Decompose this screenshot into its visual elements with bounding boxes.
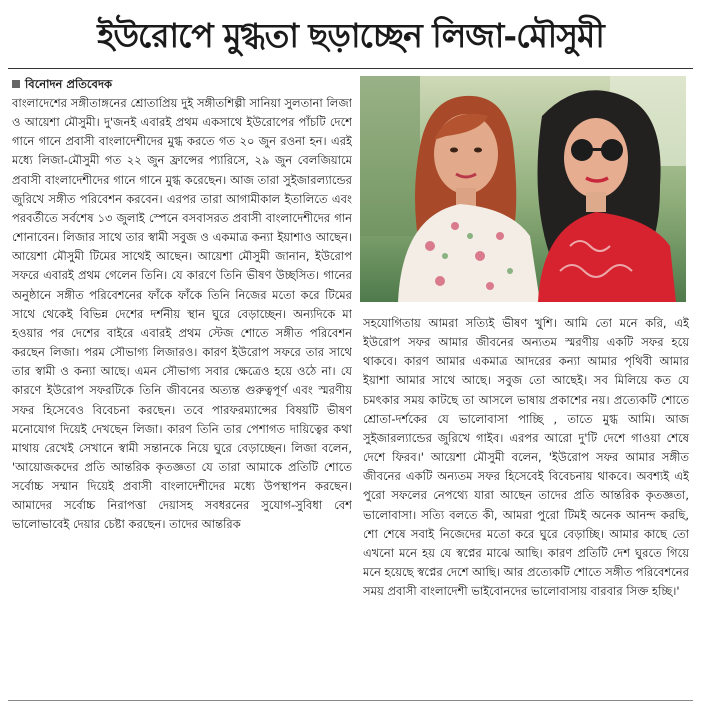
article-photo — [360, 76, 686, 302]
photo-illustration — [360, 76, 686, 302]
headline: ইউরোপে মুগ্ধতা ছড়াচ্ছেন লিজা-মৌসুমী — [97, 16, 604, 55]
article-column-right — [363, 314, 689, 688]
headline-rule — [8, 68, 693, 69]
article-column-left — [12, 94, 352, 698]
article-body-left: বাংলাদেশের সঙ্গীতাঙ্গনের শ্রোতাপ্রিয় দুই সঙ্গীতশিল্পী সানিয়া সুলতানা লিজা ও আয়েশা মৌসুমী। দু'জনই এবারই প্রথম একসাথে ইউরোপের পাঁচটি দেশে গানে গানে প্রবাসী বাংলাদেশীদের মুগ্ধ করতে গত ২০ জুন রওনা হন। এরই মধ্যে লিজা-মৌসুমী গত ২২ জুন ফ্রান্সের প্যারিসে, ২৯ জুন বেলজিয়ামে প্রবাসী বাংলাদেশীদের গানে গানে মুগ্ধ করেছেন। আজ তারা সুইজারল্যান্ডের জুরিখে সঙ্গীত পরিবেশন করবেন। এরপর তারা আগামীকাল ইতালিতে এবং পরবর্তীতে সর্বশেষ ১৩ জুলাই স্পেনে বসবাসরত প্রবাসী বাংলাদেশীদের গান শোনাবেন। লিজার সাথে তার স্বামী সবুজ ও একমাত্র কন্যা ইয়াশাও আছেন। আয়েশা মৌসুমী টিমের সাথেই আছেন। আয়েশা মৌসুমী জানান, ইউরোপ সফরে এবারই প্রথম গেলেন তিনি। যে কারণে তিনি ভীষণ উচ্ছসিত। গানের অনুষ্ঠানে সঙ্গীত পরিবেশনের ফাঁকে ফাঁকে তিনি নিজের মতো করে টিমের সাথে থেকেই বিভিন্ন দেশের দর্শনীয় স্থান ঘুরে বেড়াচ্ছেন। অন্যদিকে মা হওয়ার পর দেশের বাইরে এবারই প্রথম স্টেজ শোতে সঙ্গীত পরিবেশন করছেন লিজা। পরম সৌভাগ্য লিজারও। কারণ ইউরোপ সফরে তার সাথে তার স্বামী ও কন্যা আছে। এমন সৌভাগ্য সবার ক্ষেত্রেও হয়ে ওঠে না। যে কারণে ইউরোপ সফরটিকে তিনি জীবনের অত্যন্ত গুরুত্বপূর্ণ এবং স্মরণীয় সফর হিসেবেও বিবেচনা করছেন। তবে পারফরম্যান্সের বিষয়টি ভীষণ মনোযোগ দিয়েই দেখছেন লিজা। কারণ তিনি তার পেশাগত দায়িত্বের কথা মাথায় রেখেই সেখানে স্বামী সন্তানকে নিয়ে ঘুরে বেড়াচ্ছেন। লিজা বলেন, 'আয়োজকদের প্রতি আন্তরিক কৃতজ্ঞতা যে তারা আমাকে প্রতিটি শোতে সর্বোচ্চ সম্মান দিয়েই প্রবাসী বাংলাদেশীদের মধ্যে উপস্থাপন করছেন। আমাদের সর্বোচ্চ নিরাপত্তা দেয়াসহ সবধরনের সুযোগ-সুবিধা বেশ ভালোভাবেই দেয়ার চেষ্টা করছেন। তাদের আন্তরিক — [12, 96, 352, 532]
bullet-icon — [12, 80, 20, 88]
article-body-right: সহযোগিতায় আমরা সত্যিই ভীষণ খুশি। আমি তো মনে করি, এই ইউরোপ সফর আমার জীবনের অন্যতম স্মরণীয় একটি সফর হয়ে থাকবে। কারণ আমার একমাত্র আদরের কন্যা আমার পৃথিবী আমার ইয়াশা আমার সাথে আছে। সবুজ তো আছেই। সব মিলিয়ে কত যে চমৎকার সময় কাটছে তা আসলে ভাষায় প্রকাশের নয়। প্রত্যেকটি শোতে শ্রোতা-দর্শকের যে ভালোবাসা পাচ্ছি , তাতে মুগ্ধ আমি। আজ সুইজারল্যান্ডের জুরিখে গাইব। এরপর আরো দু'টি দেশে গাওয়া শেষে দেশে ফিরব।' আয়েশা মৌসুমী বলেন, 'ইউরোপ সফর আমার সঙ্গীত জীবনের একটি অন্যতম সফর হিসেবেই বিবেচনায় থাকবে। অবশ্যই এই পুরো সফলের নেপথ্যে যারা আছেন তাদের প্রতি আন্তরিক কৃতজ্ঞতা, ভালোবাসা। সত্যি বলতে কী, আমরা পুরো টিমই অনেক আনন্দ করছি, শো শেষে সবাই নিজেদের মতো করে ঘুরে বেড়াচ্ছি। আমার কাছে তো এখনো মনে হয় যে স্বপ্নের মাঝে আছি। কারণ প্রতিটি দেশ ঘুরতে গিয়ে মনে হয়েছে স্বপ্নের দেশে আছি। আর প্রত্যেকটি শোতে সঙ্গীত পরিবেশনের সময় প্রবাসী বাংলাদেশী ভাইবোনদের ভালোবাসায় বারবার সিক্ত হচ্ছি।' — [363, 316, 689, 599]
byline — [12, 76, 112, 92]
bottom-rule — [8, 700, 693, 701]
byline-text: বিনোদন প্রতিবেদক — [25, 77, 113, 91]
